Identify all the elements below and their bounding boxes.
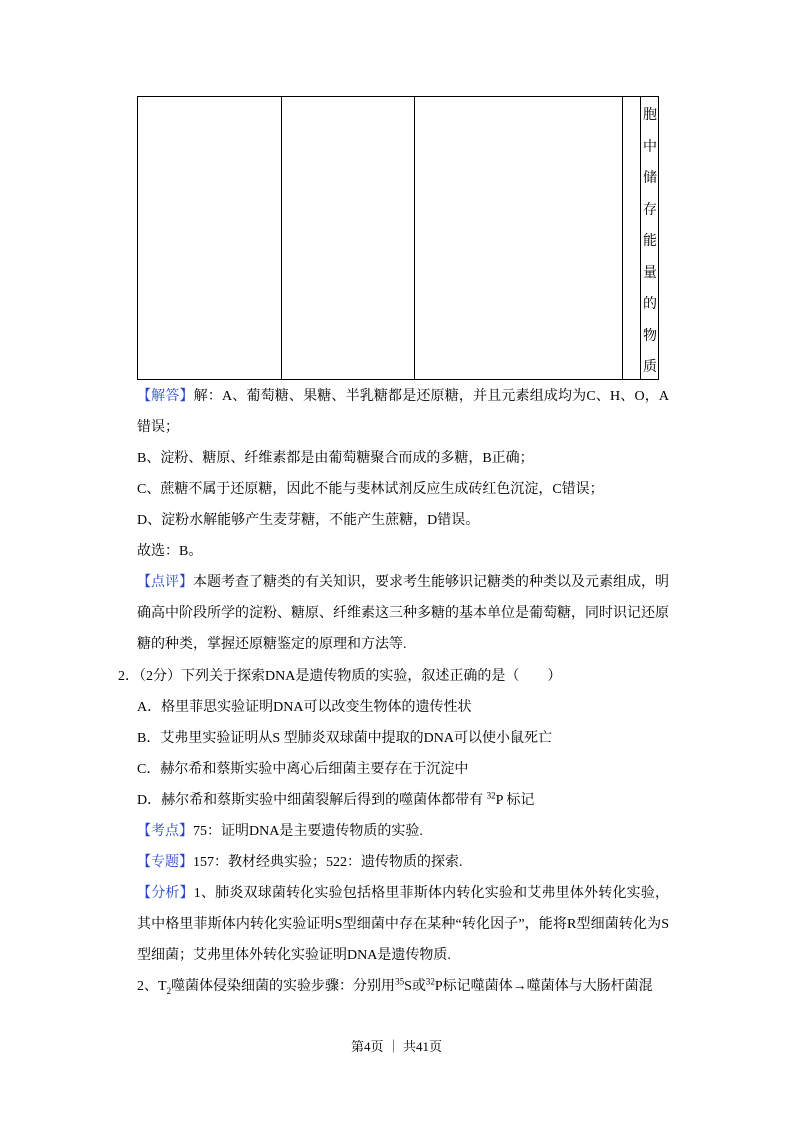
answer-line: 解：A、葡萄糖、果糖、半乳糖都是还原糖，并且元素组成均为C、H、O，A错误； — [137, 389, 669, 435]
analysis-text: 1、肺炎双球菌转化实验包括格里菲斯体内转化实验和艾弗里体外转化实验，其中格里菲斯体内转化实验证明S型细菌中存在某种“转化因子”，能将R型细菌转化为S型细菌；艾弗里体外转化实验证明DNA是遗传物质. — [137, 886, 670, 963]
superscript: 32 — [425, 976, 435, 987]
kaodian-text: 75：证明DNA是主要遗传物质的实验. — [193, 824, 423, 839]
cell-char: 的 — [643, 297, 657, 312]
option-c: C．赫尔希和蔡斯实验中离心后细菌主要存在于沉淀中 — [137, 762, 469, 777]
table-fragment — [137, 96, 659, 380]
option-d-text: D．赫尔希和蔡斯实验中细菌裂解后得到的噬菌体都带有 — [137, 793, 487, 808]
superscript: 35 — [395, 976, 405, 987]
zhuanti-text: 157：教材经典实验；522：遗传物质的探索. — [193, 855, 463, 870]
table-divider — [622, 97, 623, 379]
table-divider — [414, 97, 415, 379]
analysis-text: P标记噬菌体→噬菌体与大肠杆菌混 — [434, 979, 653, 994]
review-text: 本题考查了糖类的有关知识，要求考生能够识记糖类的种类以及元素组成，明确高中阶段所学的淀粉、糖原、纤维素这三种多糖的基本单位是葡萄糖，同时识记还原糖的种类，掌握还原糖鉴定的原理和方法等. — [137, 575, 669, 652]
answer-line: D、淀粉水解能够产生麦芽糖，不能产生蔗糖，D错误。 — [137, 513, 480, 528]
cell-char: 量 — [643, 265, 657, 281]
superscript: 32 — [486, 790, 496, 801]
question-options — [137, 692, 669, 1002]
cell-char: 胞 — [643, 108, 657, 123]
kaodian-label: 【考点】 — [137, 824, 193, 839]
analysis-label: 【分析】 — [137, 886, 194, 901]
option-d-text: P 标记 — [495, 793, 535, 808]
analysis-text: S或 — [404, 979, 426, 994]
answer-label: 【解答】 — [137, 389, 194, 404]
subscript: 2 — [166, 985, 172, 996]
answer-section — [137, 381, 669, 660]
cell-char: 物 — [643, 328, 657, 344]
page-footer: 第4页 ｜ 共41页 — [350, 1039, 442, 1054]
cell-char: 质 — [643, 360, 657, 375]
analysis-text: 2、T — [137, 979, 167, 994]
question-stem: 2．（2分）下列关于探索DNA是遗传物质的实验，叙述正确的是（ ） — [118, 669, 562, 684]
review-label: 【点评】 — [137, 575, 193, 590]
cell-char: 中 — [643, 139, 657, 155]
table-cell-vertical-text — [641, 100, 659, 384]
answer-line: B、淀粉、糖原、纤维素都是由葡萄糖聚合而成的多糖，B正确； — [137, 451, 534, 466]
table-divider — [281, 97, 282, 379]
answer-line: C、蔗糖不属于还原糖，因此不能与斐林试剂反应生成砖红色沉淀，C错误； — [137, 482, 604, 497]
zhuanti-label: 【专题】 — [137, 855, 193, 870]
analysis-text: 噬菌体侵染细菌的实验步骤：分别用 — [171, 979, 396, 994]
option-d — [137, 785, 669, 816]
option-a: A．格里菲思实验证明DNA可以改变生物体的遗传性状 — [137, 700, 472, 715]
analysis-step-2 — [137, 971, 669, 1002]
cell-char: 能 — [643, 234, 657, 249]
cell-char: 储 — [643, 171, 657, 186]
cell-char: 存 — [643, 202, 657, 218]
answer-choice: 故选：B。 — [137, 544, 203, 559]
option-b: B．艾弗里实验证明从S 型肺炎双球菌中提取的DNA可以使小鼠死亡 — [137, 731, 552, 746]
